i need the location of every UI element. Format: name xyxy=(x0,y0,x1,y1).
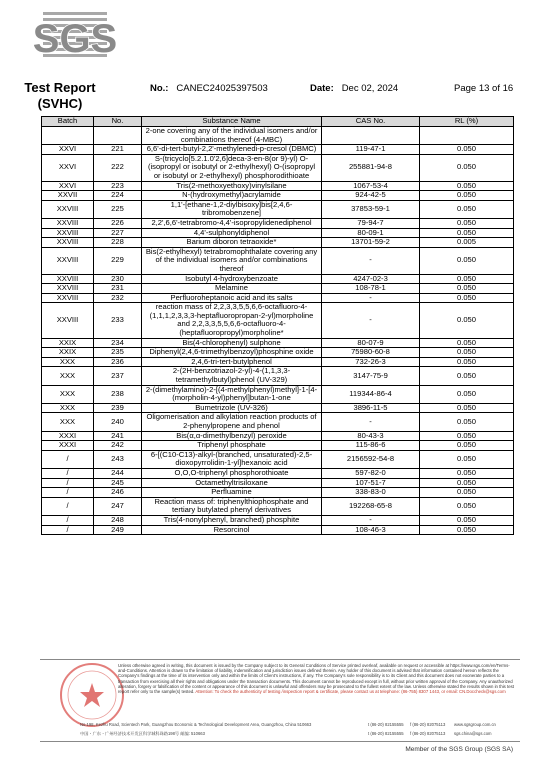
cell-cas-no: 13701-59-2 xyxy=(322,238,420,248)
cell-cas-no: 108-78-1 xyxy=(322,284,420,294)
cell-cas-no: 1067-53-4 xyxy=(322,181,420,191)
cell-rl: 0.050 xyxy=(420,274,514,284)
table-row xyxy=(42,303,514,338)
cell-cas-no: 597-82-0 xyxy=(322,468,420,478)
cell-no: 233 xyxy=(94,303,142,338)
cell-substance-name: Octamethyltrisiloxane xyxy=(142,478,322,488)
table-row xyxy=(42,497,514,515)
cell-substance-name: 2,2',6,6'-tetrabromo-4,4'-isopropylidenediphenol xyxy=(142,218,322,228)
cell-cas-no: - xyxy=(322,293,420,303)
col-batch: Batch xyxy=(42,117,94,127)
cell-cas-no: 37853-59-1 xyxy=(322,200,420,218)
cell-no: 234 xyxy=(94,338,142,348)
disclaimer-text xyxy=(118,663,518,694)
cell-substance-name: N-(hydroxymethyl)acrylamide xyxy=(142,191,322,201)
cell-substance-name: S-(tricyclo[5.2.1.0'2,6]deca-3-en-8(or 9)-yl) O-(isopropyl or isobutyl or 2-ethylhexyl) O-(isopropyl or isobutyl or 2-ethylhexyl) phosphorodithioate xyxy=(142,154,322,181)
cell-rl: 0.050 xyxy=(420,413,514,431)
cell-rl: 0.050 xyxy=(420,385,514,403)
report-number-value: CANEC24025397503 xyxy=(176,83,268,94)
cell-substance-name: Barium diboron tetraoxide* xyxy=(142,238,322,248)
cell-no: 248 xyxy=(94,515,142,525)
cell-no: 240 xyxy=(94,413,142,431)
cell-no: 237 xyxy=(94,367,142,385)
cell-batch: XXVIII xyxy=(42,218,94,228)
cell-cas-no: 108-46-3 xyxy=(322,525,420,535)
cell-rl: 0.005 xyxy=(420,238,514,248)
cell-batch: / xyxy=(42,478,94,488)
cell-batch: / xyxy=(42,525,94,535)
cell-rl: 0.050 xyxy=(420,441,514,451)
cell-substance-name: Bis(α,α-dimethylbenzyl) peroxide xyxy=(142,431,322,441)
cell-batch: XXIX xyxy=(42,338,94,348)
cell-rl: 0.050 xyxy=(420,515,514,525)
table-row xyxy=(42,367,514,385)
cell-rl: 0.050 xyxy=(420,284,514,294)
cell-no: 222 xyxy=(94,154,142,181)
cell-no: 231 xyxy=(94,284,142,294)
cell-substance-name: Bis(2-ethylhexyl) tetrabromophthalate covering any of the individual isomers and/or combinations thereof xyxy=(142,247,322,274)
table-row xyxy=(42,468,514,478)
cell-no: 227 xyxy=(94,228,142,238)
table-row xyxy=(42,488,514,498)
cell-no: 246 xyxy=(94,488,142,498)
cell-no: 235 xyxy=(94,348,142,358)
cell-rl: 0.050 xyxy=(420,497,514,515)
cell-no: 226 xyxy=(94,218,142,228)
cell-batch: XXVIII xyxy=(42,293,94,303)
table-row xyxy=(42,200,514,218)
cell-batch: / xyxy=(42,497,94,515)
cell-cas-no: 80-09-1 xyxy=(322,228,420,238)
cell-rl: 0.050 xyxy=(420,403,514,413)
cell-no: 232 xyxy=(94,293,142,303)
cell-batch: XXIX xyxy=(42,348,94,358)
cell-cas-no: 107-51-7 xyxy=(322,478,420,488)
cell-batch: XXVIII xyxy=(42,238,94,248)
cell-cas-no: - xyxy=(322,303,420,338)
footer-divider-2 xyxy=(40,741,520,742)
cell-no: 242 xyxy=(94,441,142,451)
address-line-cn xyxy=(80,731,520,739)
cell-batch: XXVIII xyxy=(42,228,94,238)
cell-batch: / xyxy=(42,488,94,498)
cell-substance-name: Bis(4-chlorophenyl) sulphone xyxy=(142,338,322,348)
cell-rl xyxy=(420,127,514,145)
cell-substance-name: Triphenyl phosphate xyxy=(142,441,322,451)
cell-substance-name: Diphenyl(2,4,6-trimethylbenzoyl)phosphine oxide xyxy=(142,348,322,358)
cell-substance-name: 2-one covering any of the individual isomers and/or combinations thereof (4-MBC) xyxy=(142,127,322,145)
report-date-value: Dec 02, 2024 xyxy=(341,83,399,94)
cell-substance-name: 4,4'-sulphonyldiphenol xyxy=(142,228,322,238)
cell-batch: XXVIII xyxy=(42,247,94,274)
cell-rl: 0.050 xyxy=(420,367,514,385)
cell-batch: XXX xyxy=(42,413,94,431)
cell-cas-no: - xyxy=(322,515,420,525)
cell-substance-name: Isobutyl 4-hydroxybenzoate xyxy=(142,274,322,284)
page-number: Page 13 of 16 xyxy=(454,83,514,94)
table-row xyxy=(42,145,514,155)
cell-batch: XXVI xyxy=(42,154,94,181)
cell-batch: XXXI xyxy=(42,431,94,441)
cell-substance-name: 2-(2H-benzotriazol-2-yl)-4-(1,1,3,3-tetramethylbutyl)phenol (UV-329) xyxy=(142,367,322,385)
cell-rl: 0.050 xyxy=(420,468,514,478)
cell-rl: 0.050 xyxy=(420,154,514,181)
cell-no: 243 xyxy=(94,450,142,468)
cell-cas-no: 732-26-3 xyxy=(322,357,420,367)
fax-1: f (86-20) 82075113 xyxy=(410,722,446,727)
cell-substance-name: Melamine xyxy=(142,284,322,294)
cell-no: 247 xyxy=(94,497,142,515)
sgs-logo xyxy=(32,12,118,61)
cell-batch: XXX xyxy=(42,357,94,367)
cell-no: 245 xyxy=(94,478,142,488)
cell-no xyxy=(94,127,142,145)
cell-substance-name: Tris(2-methoxyethoxy)vinylsilane xyxy=(142,181,322,191)
cell-cas-no: 2156592-54-8 xyxy=(322,450,420,468)
col-substance-name: Substance Name xyxy=(142,117,322,127)
cell-rl: 0.050 xyxy=(420,218,514,228)
col-rl: RL (%) xyxy=(420,117,514,127)
cell-no: 224 xyxy=(94,191,142,201)
cell-substance-name: Tris(4-nonylphenyl, branched) phosphite xyxy=(142,515,322,525)
cell-batch: XXVI xyxy=(42,145,94,155)
fax-2: f (86-20) 82075113 xyxy=(410,731,446,736)
cell-substance-name: 2-(dimethylamino)-2-[(4-methylphenyl)methyl]-1-[4-(morpholin-4-yl)phenyl]butan-1-one xyxy=(142,385,322,403)
cell-cas-no: 4247-02-3 xyxy=(322,274,420,284)
cell-batch: XXX xyxy=(42,367,94,385)
address-line-en xyxy=(80,722,520,730)
cell-batch xyxy=(42,127,94,145)
cell-rl: 0.050 xyxy=(420,488,514,498)
cell-cas-no: 338-83-0 xyxy=(322,488,420,498)
cell-batch: / xyxy=(42,515,94,525)
cell-batch: XXVI xyxy=(42,181,94,191)
table-row xyxy=(42,191,514,201)
table-row xyxy=(42,238,514,248)
cell-rl: 0.050 xyxy=(420,191,514,201)
cell-no: 230 xyxy=(94,274,142,284)
cell-cas-no: 192268-65-8 xyxy=(322,497,420,515)
table-row xyxy=(42,385,514,403)
cell-rl: 0.050 xyxy=(420,145,514,155)
table-row xyxy=(42,525,514,535)
cell-rl: 0.050 xyxy=(420,293,514,303)
cell-rl: 0.050 xyxy=(420,200,514,218)
cell-cas-no: 119-47-1 xyxy=(322,145,420,155)
cell-batch: XXX xyxy=(42,385,94,403)
cell-rl: 0.050 xyxy=(420,450,514,468)
cell-no: 225 xyxy=(94,200,142,218)
table-row xyxy=(42,154,514,181)
cell-rl: 0.050 xyxy=(420,431,514,441)
inspection-seal xyxy=(58,661,126,729)
cell-cas-no: 80-43-3 xyxy=(322,431,420,441)
cell-batch: XXVIII xyxy=(42,303,94,338)
cell-cas-no: 3896-11-5 xyxy=(322,403,420,413)
cell-batch: XXXI xyxy=(42,441,94,451)
table-row xyxy=(42,413,514,431)
member-text: Member of the SGS Group (SGS SA) xyxy=(405,746,513,753)
cell-rl: 0.050 xyxy=(420,247,514,274)
cell-substance-name: 2,4,6-tri-tert-butylphenol xyxy=(142,357,322,367)
cell-no: 228 xyxy=(94,238,142,248)
phone-2: t (86-20) 82155555 xyxy=(368,731,404,736)
report-date xyxy=(310,83,398,94)
table-row xyxy=(42,348,514,358)
table-row xyxy=(42,441,514,451)
cell-batch: / xyxy=(42,468,94,478)
cell-cas-no: 3147-75-9 xyxy=(322,367,420,385)
cell-cas-no: 924-42-5 xyxy=(322,191,420,201)
col-no: No. xyxy=(94,117,142,127)
email: sgs.china@sgs.com xyxy=(454,731,492,736)
cell-substance-name: Resorcinol xyxy=(142,525,322,535)
cell-no: 241 xyxy=(94,431,142,441)
cell-cas-no: 119344-86-4 xyxy=(322,385,420,403)
table-row xyxy=(42,247,514,274)
cell-rl: 0.050 xyxy=(420,525,514,535)
cell-rl: 0.050 xyxy=(420,228,514,238)
website: www.sgsgroup.com.cn xyxy=(454,722,496,727)
cell-cas-no: 79-94-7 xyxy=(322,218,420,228)
cell-no: 236 xyxy=(94,357,142,367)
cell-batch: XXVIII xyxy=(42,200,94,218)
table-row xyxy=(42,127,514,145)
cell-substance-name: Oligomerisation and alkylation reaction products of 2-phenylpropene and phenol xyxy=(142,413,322,431)
svhc-table xyxy=(41,116,514,535)
footer-divider xyxy=(40,659,520,660)
cell-substance-name: 6,6'-di-tert-butyl-2,2'-methylenedi-p-cresol (DBMC) xyxy=(142,145,322,155)
table-row xyxy=(42,515,514,525)
report-title-line1: Test Report xyxy=(24,80,96,95)
address-cn: 中国・广东・广州经济技术开发区科学城科珠路198号 邮编: 510663 xyxy=(80,731,205,736)
cell-rl: 0.050 xyxy=(420,348,514,358)
cell-batch: / xyxy=(42,450,94,468)
logo-text: SGS xyxy=(32,17,118,61)
cell-cas-no: - xyxy=(322,247,420,274)
cell-substance-name: O,O,O-triphenyl phosphorothioate xyxy=(142,468,322,478)
cell-no: 249 xyxy=(94,525,142,535)
col-cas-no: CAS No. xyxy=(322,117,420,127)
cell-no: 239 xyxy=(94,403,142,413)
cell-substance-name: 6-[(C10-C13)-alkyl-(branched, unsaturated)-2,5-dioxopyrrolidin-1-yl]hexanoic acid xyxy=(142,450,322,468)
cell-cas-no: 75980-60-8 xyxy=(322,348,420,358)
cell-no: 221 xyxy=(94,145,142,155)
cell-cas-no: 80-07-9 xyxy=(322,338,420,348)
table-header-row xyxy=(42,117,514,127)
cell-cas-no xyxy=(322,127,420,145)
cell-batch: XXVIII xyxy=(42,274,94,284)
cell-batch: XXX xyxy=(42,403,94,413)
phone-1: t (86-20) 82155555 xyxy=(368,722,404,727)
disclaimer-body: Unless otherwise agreed in writing, this document is issued by the Company subject to its General Conditions of Service printed overleaf, available on request or accessible at https://www.sgs.com/en/Terms-and-Conditions. Attention is drawn to the limitation of liability, indemnification and jurisdiction issues defined therein. Any holder of this document is advised that information contained hereon reflects the Company's findings at the time of its intervention only and within the limits of Client's instructions, if any. The Company's sole responsibility is to its Client and this document does not exonerate parties to a transaction from exercising all their rights and obligations under the transaction documents. This document cannot be reproduced except in full, without prior written approval of the Company. Any unauthorized alteration, forgery or falsification of the content or appearance of this document is unlawful and offenders may be prosecuted to the fullest extent of the law. Unless otherwise stated the results shown in this test report refer only to the sample(s) tested. xyxy=(118,663,514,695)
cell-batch: XXVIII xyxy=(42,284,94,294)
report-title xyxy=(20,80,100,112)
report-date-label: Date: xyxy=(310,83,334,94)
cell-rl: 0.050 xyxy=(420,478,514,488)
cell-substance-name: 1,1'-[ethane-1,2-diylbisoxy]bis[2,4,6-tribromobenzene] xyxy=(142,200,322,218)
cell-substance-name: reaction mass of 2,2,3,3,5,5,6,6-octafluoro-4-(1,1,1,2,3,3,3-heptafluoropropan-2-yl)morpholine and 2,2,3,3,5,5,6,6-octafluoro-4-(heptafluoropropyl)morpholine* xyxy=(142,303,322,338)
cell-substance-name: Perfluamine xyxy=(142,488,322,498)
cell-rl: 0.050 xyxy=(420,338,514,348)
cell-substance-name: Reaction mass of: triphenylthiophosphate and tertiary butylated phenyl derivatives xyxy=(142,497,322,515)
table-row xyxy=(42,218,514,228)
cell-cas-no: - xyxy=(322,413,420,431)
report-title-line2: (SVHC) xyxy=(37,96,83,111)
cell-substance-name: Bumetrizole (UV-326) xyxy=(142,403,322,413)
cell-cas-no: 255881-94-8 xyxy=(322,154,420,181)
cell-no: 244 xyxy=(94,468,142,478)
table-body xyxy=(42,127,514,535)
report-number-label: No.: xyxy=(150,83,169,94)
attention-notice: Attention: To check the authenticity of testing /inspection report & certificate, please contact us at telephone: (86-755) 8307 1443, or email: CN.Doccheck@sgs.com xyxy=(195,689,506,695)
address-en: No.198, Kezhu Road, Scientech Park, Guangzhou Economic & Technological Development Area, Guangzhou, China 510663 xyxy=(80,722,312,727)
cell-rl: 0.050 xyxy=(420,303,514,338)
cell-no: 238 xyxy=(94,385,142,403)
cell-rl: 0.050 xyxy=(420,357,514,367)
cell-rl: 0.050 xyxy=(420,181,514,191)
table-row xyxy=(42,284,514,294)
cell-cas-no: 115-86-6 xyxy=(322,441,420,451)
cell-no: 229 xyxy=(94,247,142,274)
table-row xyxy=(42,450,514,468)
cell-no: 223 xyxy=(94,181,142,191)
cell-substance-name: Perfluoroheptanoic acid and its salts xyxy=(142,293,322,303)
report-number xyxy=(150,83,268,94)
cell-batch: XXVII xyxy=(42,191,94,201)
